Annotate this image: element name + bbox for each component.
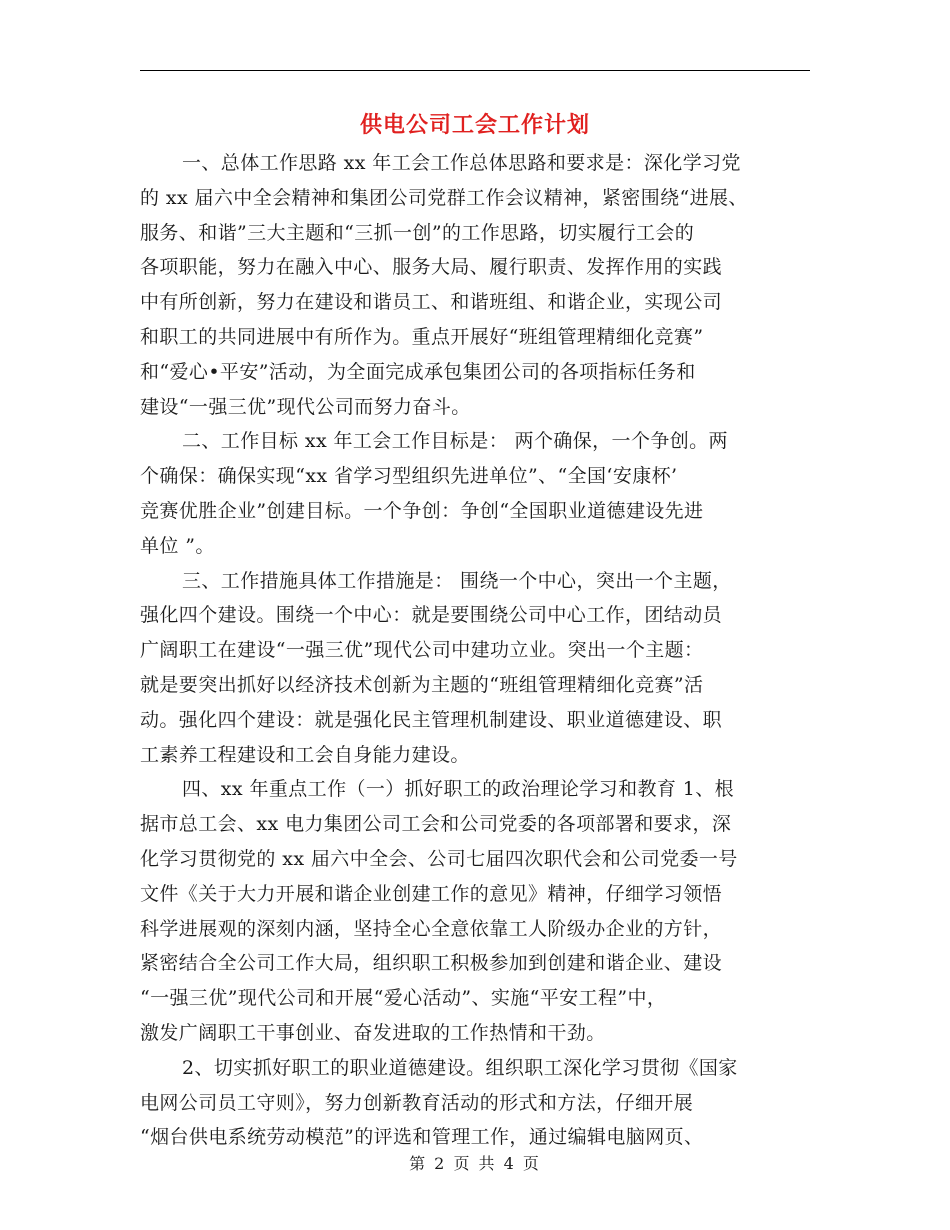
paragraph-line: 动。强化四个建设：就是强化民主管理机制建设、职业道德建设、职 — [140, 708, 723, 731]
paragraph-line: 竞赛优胜企业”创建目标。一个争创：争创“全国职业道德建设先进 — [140, 499, 704, 522]
document-body — [140, 146, 820, 1155]
paragraph-line: 和“爱心•平安”活动，为全面完成承包集团公司的各项指标任务和 — [140, 360, 696, 383]
paragraph-line: 据市总工会、xx 电力集团公司工会和公司党委的各项部署和要求，深 — [140, 813, 732, 836]
paragraph-line: 紧密结合全公司工作大局，组织职工积极参加到创建和谐企业、建设 — [140, 952, 723, 975]
paragraph-line: 服务、和谐”三大主题和“三抓一创”的工作思路，切实履行工会的 — [140, 221, 695, 244]
paragraph-line: 一、总体工作思路 xx 年工会工作总体思路和要求是：深化学习党 — [182, 152, 741, 174]
paragraph-line: 中有所创新，努力在建设和谐员工、和谐班组、和谐企业，实现公司 — [140, 291, 723, 314]
paragraph-line: 三、工作措施具体工作措施是： 围绕一个中心，突出一个主题， — [182, 569, 732, 592]
paragraph-line: 工素养工程建设和工会自身能力建设。 — [140, 743, 470, 766]
paragraph-line: 个确保：确保实现“xx 省学习型组织先进单位”、“全国‘安康杯’ — [140, 465, 678, 488]
paragraph-line: 各项职能，努力在融入中心、服务大局、履行职责、发挥作用的实践 — [140, 256, 723, 279]
paragraph-line: 的 xx 届六中全会精神和集团公司党群工作会议精神，紧密围绕“进展、 — [140, 186, 748, 209]
paragraph-line: 化学习贯彻党的 xx 届六中全会、公司七届四次职代会和公司党委一号 — [140, 847, 738, 870]
paragraph-line: “一强三优”现代公司和开展“爱心活动”、实施“平安工程”中， — [140, 987, 667, 1010]
paragraph-line: 科学进展观的深刻内涵，坚持全心全意依靠工人阶级办企业的方针， — [140, 917, 723, 940]
paragraph-line: 建设“一强三优”现代公司而努力奋斗。 — [140, 395, 471, 418]
paragraph-line: “烟台供电系统劳动模范”的评选和管理工作，通过编辑电脑网页、 — [140, 1126, 704, 1149]
paragraph-line: 电网公司员工守则》，努力创新教育活动的形式和方法，仔细开展 — [140, 1091, 694, 1114]
paragraph-line: 单位 ”。 — [140, 534, 215, 557]
paragraph-line: 文件《关于大力开展和谐企业创建工作的意见》精神，仔细学习领悟 — [140, 882, 723, 905]
header-rule — [140, 70, 810, 71]
paragraph-line: 就是要突出抓好以经济技术创新为主题的“班组管理精细化竞赛”活 — [140, 673, 704, 696]
paragraph-line: 二、工作目标 xx 年工会工作目标是： 两个确保，一个争创。两 — [182, 430, 728, 453]
document-title: 供电公司工会工作计划 — [359, 112, 590, 138]
paragraph-line: 强化四个建设。围绕一个中心：就是要围绕公司中心工作，团结动员 — [140, 604, 723, 627]
paragraph-line: 激发广阔职工干事创业、奋发进取的工作热情和干劲。 — [140, 1021, 606, 1044]
paragraph-line: 四、xx 年重点工作（一）抓好职工的政治理论学习和教育 1、根 — [182, 778, 734, 801]
paragraph-line: 2、切实抓好职工的职业道德建设。组织职工深化学习贯彻《国家 — [182, 1056, 738, 1079]
paragraph-line: 和职工的共同进展中有所作为。重点开展好“班组管理精细化竞赛” — [140, 325, 704, 348]
paragraph-line: 广阔职工在建设“一强三优”现代公司中建功立业。突出一个主题： — [140, 639, 704, 662]
page-number: 第 2 页 共 4 页 — [409, 1154, 541, 1173]
